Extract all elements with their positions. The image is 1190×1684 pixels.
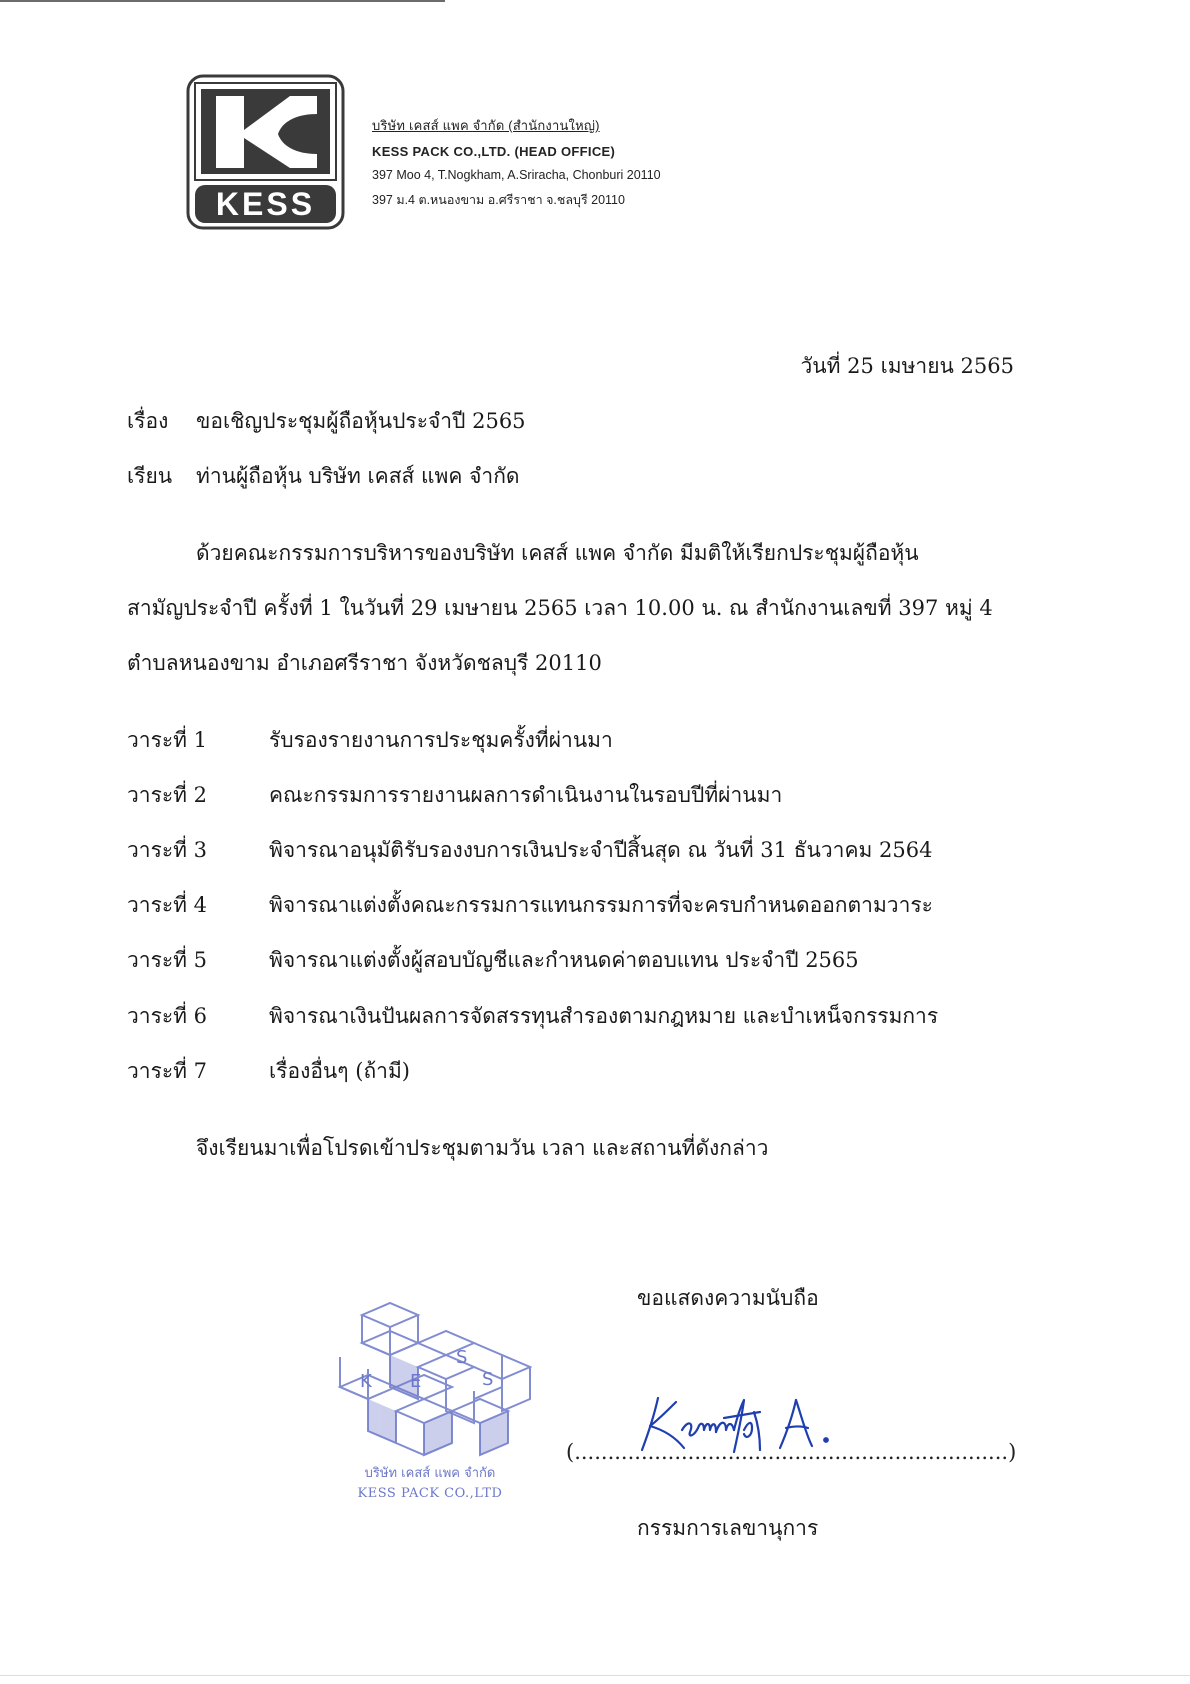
signature-line: (.................................................................) <box>566 1440 1017 1464</box>
agenda-item: พิจารณาอนุมัติรับรองงบการเงินประจำปีสิ้นสุด ณ วันที่ 31 ธันวาคม 2564 <box>269 838 933 862</box>
kess-logo <box>186 74 345 230</box>
stamp-letter: S <box>482 1369 494 1390</box>
company-stamp <box>332 1295 532 1505</box>
agenda-number: วาระที่ 2 <box>127 783 208 807</box>
stamp-name-th: บริษัท เคสส์ แพค จำกัด <box>364 1466 496 1481</box>
company-address-en: 397 Moo 4, T.Nogkham, A.Sriracha, Chonburi 20110 <box>372 168 661 182</box>
company-name-en: KESS PACK CO.,LTD. (HEAD OFFICE) <box>372 144 616 159</box>
agenda-item: พิจารณาแต่งตั้งคณะกรรมการแทนกรรมการที่จะครบกำหนดออกตามวาระ <box>269 893 933 917</box>
regards-text: ขอแสดงความนับถือ <box>637 1286 819 1310</box>
agenda-number: วาระที่ 5 <box>127 948 208 972</box>
body-line-2: สามัญประจำปี ครั้งที่ 1 ในวันที่ 29 เมษายน 2565 เวลา 10.00 น. ณ สำนักงานเลขที่ 397 หมู่ 4 <box>127 596 993 620</box>
agenda-number: วาระที่ 7 <box>127 1059 208 1083</box>
agenda-item: เรื่องอื่นๆ (ถ้ามี) <box>269 1059 410 1083</box>
scan-edge-top <box>0 0 445 2</box>
stamp-name-en: KESS PACK CO.,LTD <box>357 1486 503 1501</box>
agenda-number: วาระที่ 3 <box>127 838 208 862</box>
company-name-th: บริษัท เคสส์ แพค จำกัด (สำนักงานใหญ่) <box>372 118 600 133</box>
signatory-position: กรรมการเลขานุการ <box>637 1516 819 1540</box>
agenda-item: รับรองรายงานการประชุมครั้งที่ผ่านมา <box>269 728 613 752</box>
body-line-1: ด้วยคณะกรรมการบริหารของบริษัท เคสส์ แพค จำกัด มีมติให้เรียกประชุมผู้ถือหุ้น <box>196 541 919 565</box>
subject-text: ขอเชิญประชุมผู้ถือหุ้นประจำปี 2565 <box>196 409 526 433</box>
stamp-letter: E <box>410 1371 422 1392</box>
agenda-number: วาระที่ 6 <box>127 1004 208 1028</box>
agenda-number: วาระที่ 1 <box>127 728 208 752</box>
letter-date: วันที่ 25 เมษายน 2565 <box>800 354 1014 378</box>
logo-wordmark: KESS <box>215 186 316 222</box>
company-address-th: 397 ม.4 ต.หนองขาม อ.ศรีราชา จ.ชลบุรี 20110 <box>372 193 625 207</box>
body-line-3: ตำบลหนองขาม อำเภอศรีราชา จังหวัดชลบุรี 20110 <box>127 651 602 675</box>
agenda-item: พิจารณาเงินปันผลการจัดสรรทุนสำรองตามกฎหมาย และบำเหน็จกรรมการ <box>269 1004 939 1028</box>
agenda-item: คณะกรรมการรายงานผลการดำเนินงานในรอบปีที่ผ่านมา <box>269 783 783 807</box>
subject-label: เรื่อง <box>127 409 169 433</box>
to-label: เรียน <box>127 464 173 488</box>
closing-text: จึงเรียนมาเพื่อโปรดเข้าประชุมตามวัน เวลา และสถานที่ดังกล่าว <box>196 1136 769 1160</box>
stamp-letter: K <box>360 1371 372 1392</box>
scan-edge-bottom <box>0 1675 1190 1676</box>
agenda-number: วาระที่ 4 <box>127 893 208 917</box>
agenda-item: พิจารณาแต่งตั้งผู้สอบบัญชีและกำหนดค่าตอบแทน ประจำปี 2565 <box>269 948 859 972</box>
to-text: ท่านผู้ถือหุ้น บริษัท เคสส์ แพค จำกัด <box>196 464 520 488</box>
stamp-letter: S <box>456 1347 468 1368</box>
company-header <box>372 115 661 210</box>
